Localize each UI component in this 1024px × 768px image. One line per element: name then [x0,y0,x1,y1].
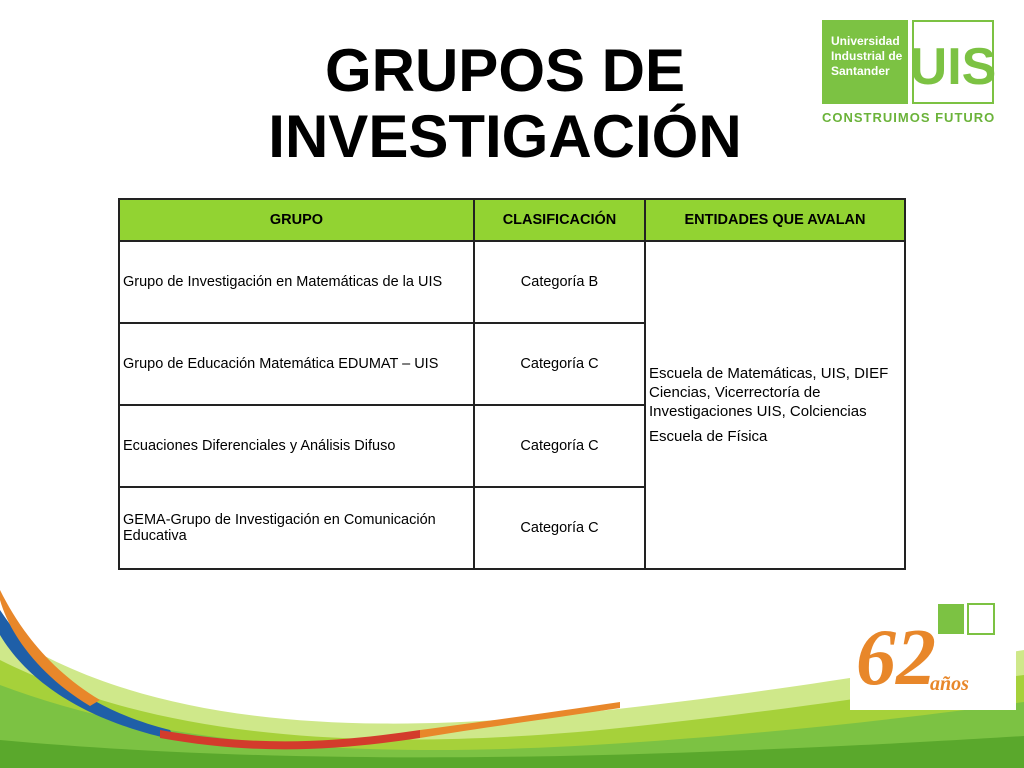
logo-slogan: CONSTRUIMOS FUTURO [822,110,996,125]
entidad-1: Escuela de Matemáticas, UIS, DIEF Ciencias, Vicerrectoría de Investigaciones UIS, Colciencias [649,365,889,420]
logo-mark-text: UIS [909,38,997,96]
logo-name-line-2: Industrial de [831,49,903,63]
grupo-cell: GEMA-Grupo de Investigación en Comunicación Educativa [119,487,474,569]
header-grupo: GRUPO [119,199,474,241]
clasificacion-cell: Categoría C [474,487,645,569]
grupo-cell: Ecuaciones Diferenciales y Análisis Difuso [119,405,474,487]
header-clasificacion: CLASIFICACIÓN [474,199,645,241]
slide-title [170,38,840,170]
research-groups-table [118,198,906,570]
anniversary-number: 62 [856,614,936,702]
uis-mark-icon [909,20,997,104]
clasificacion-cell: Categoría C [474,405,645,487]
header-entidades: ENTIDADES QUE AVALAN [645,199,905,241]
anniversary-badge [850,598,1016,710]
title-line-1: GRUPOS DE [324,37,686,104]
table-header-row [119,199,905,241]
logo-name-box [822,20,908,104]
title-line-2: INVESTIGACIÓN [268,103,742,170]
uis-logo [822,20,998,132]
grupo-cell: Grupo de Investigación en Matemáticas de la UIS [119,241,474,323]
badge-logo-box [938,604,964,634]
badge-logo-mark-icon [968,604,994,634]
grupo-cell: Grupo de Educación Matemática EDUMAT – UIS [119,323,474,405]
anniversary-word: años [930,673,969,695]
logo-name-line-3: Santander [831,64,890,78]
entidad-2: Escuela de Física [649,428,768,445]
entidades-cell [645,241,905,569]
clasificacion-cell: Categoría B [474,241,645,323]
table-row [119,241,905,323]
logo-name-line-1: Universidad [831,34,900,48]
clasificacion-cell: Categoría C [474,323,645,405]
